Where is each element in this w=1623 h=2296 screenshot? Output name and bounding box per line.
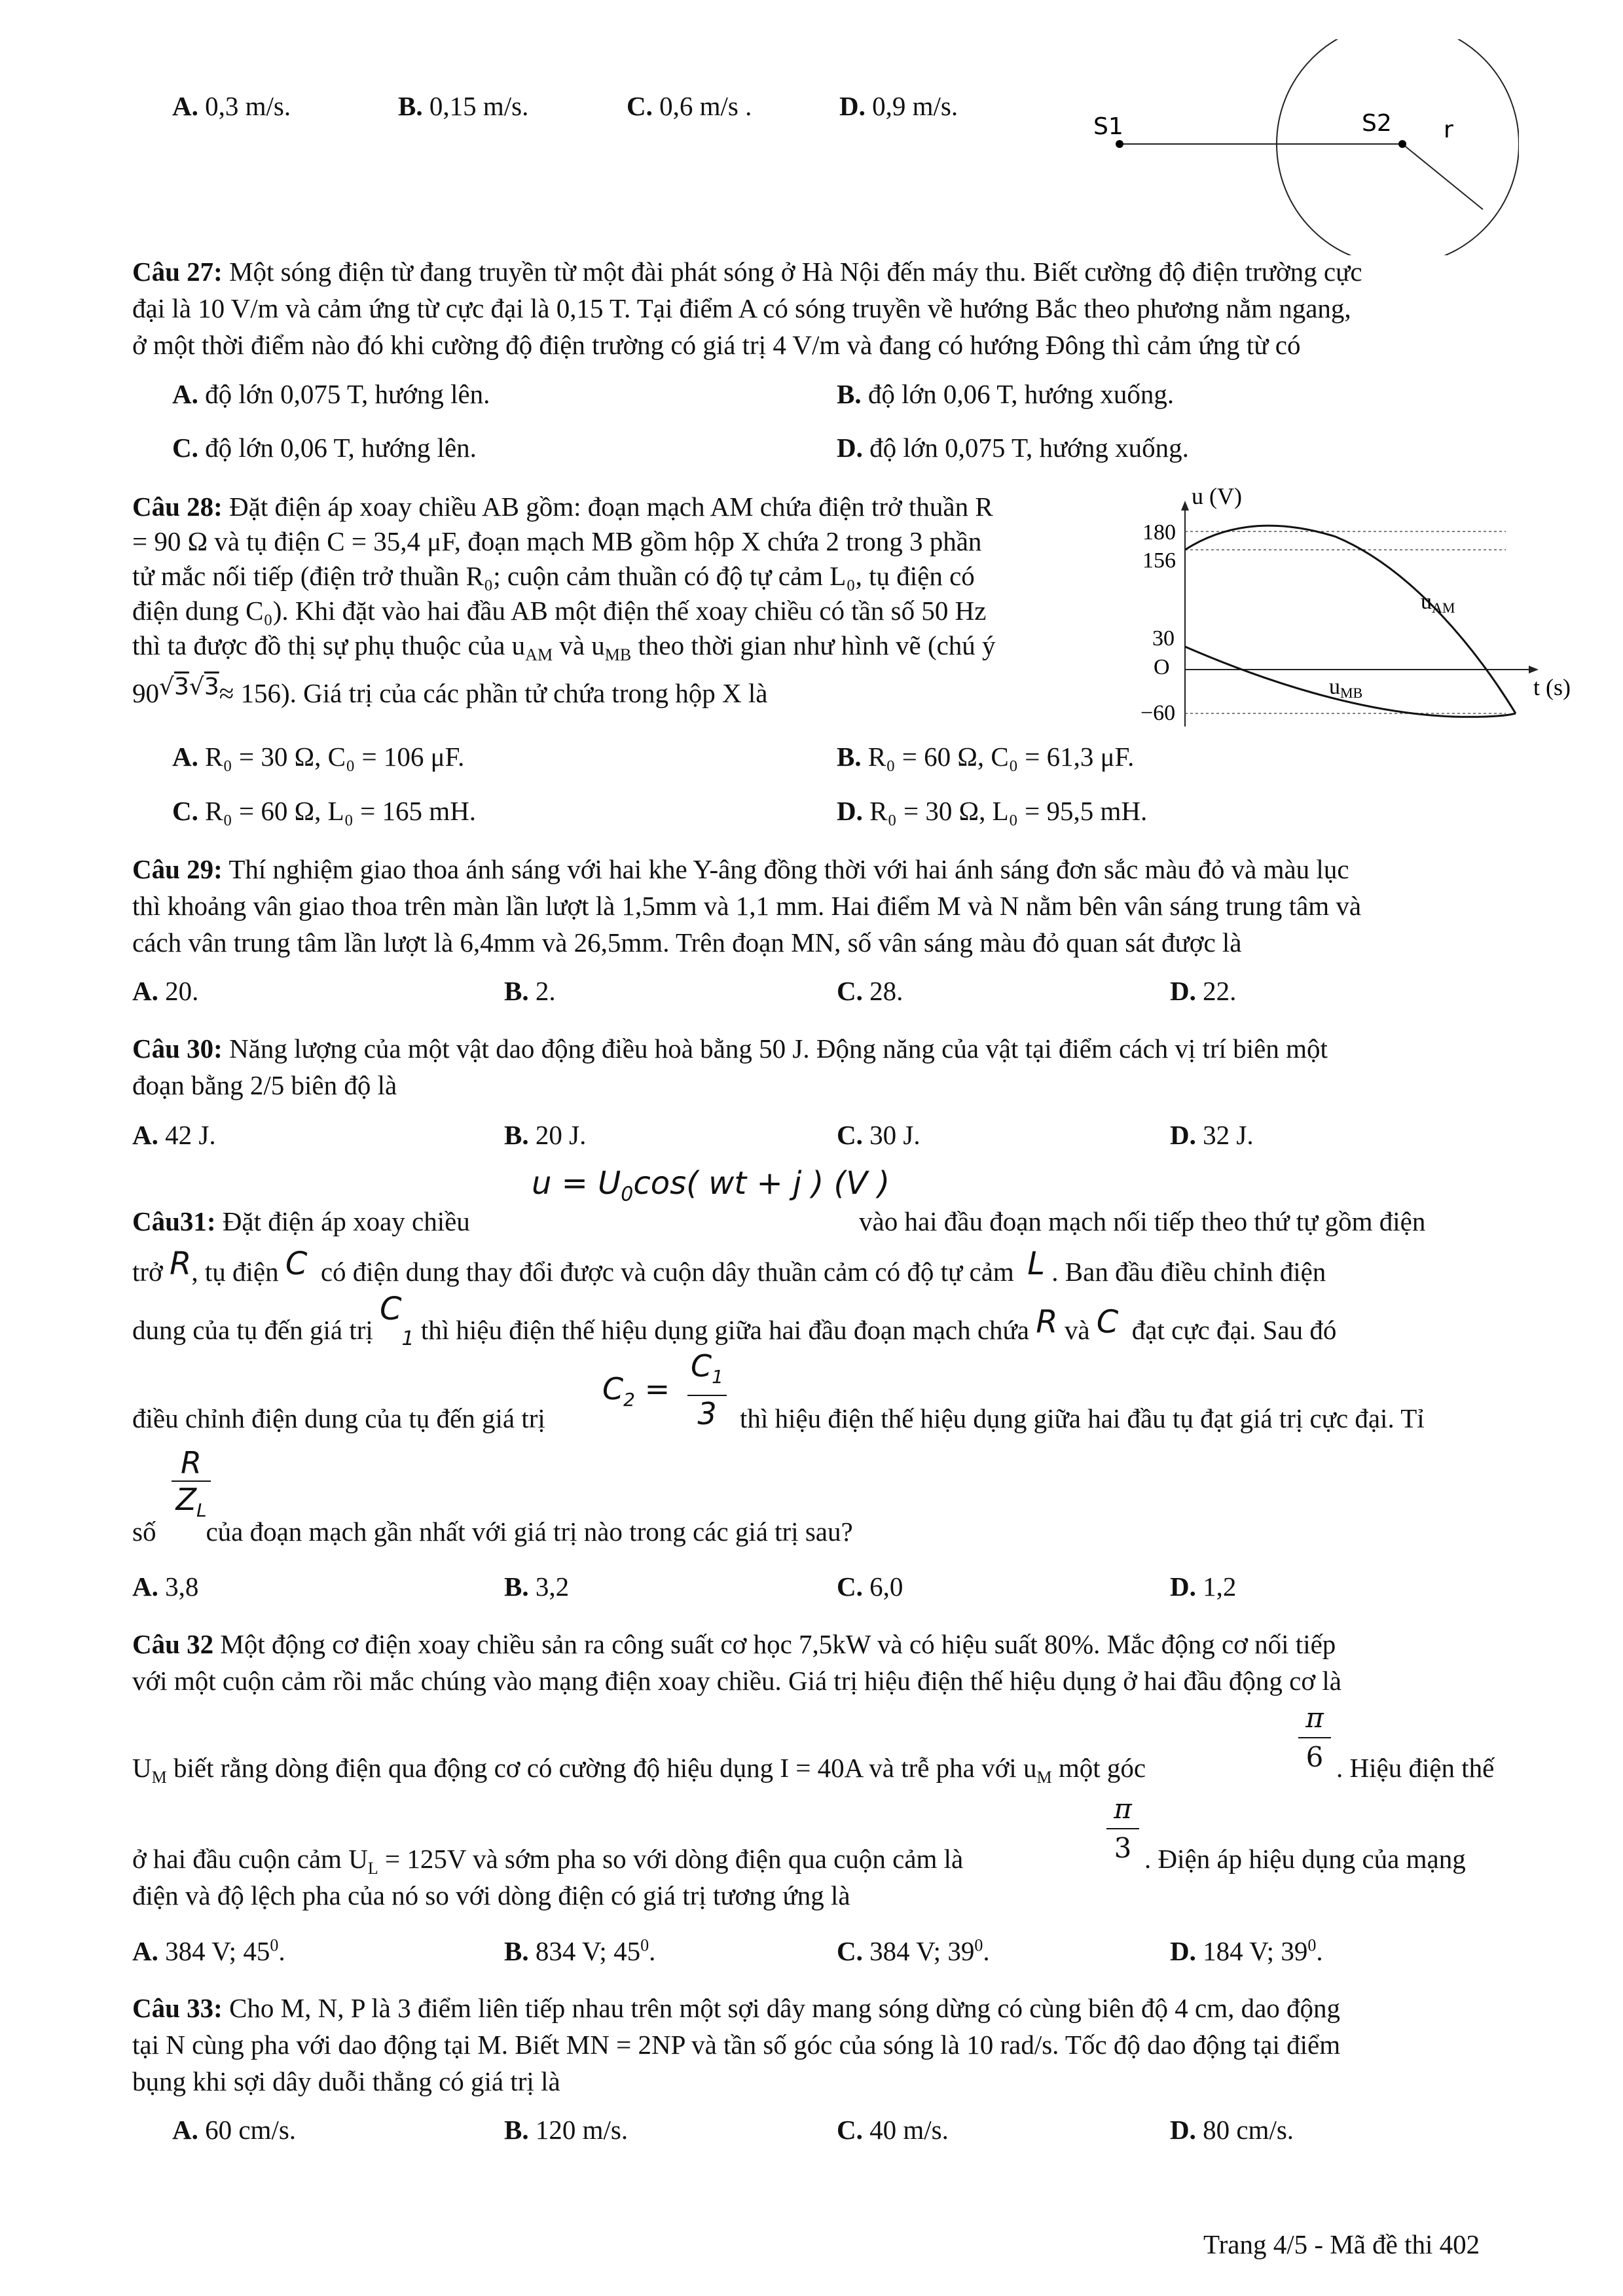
- q31-ratio: R $Z_L$: [172, 1445, 211, 1528]
- q28-label-umb: uMB: [1329, 675, 1363, 701]
- q32-stem-top: Câu 32 Một động cơ điện xoay chiều sản ra công suất cơ học 7,5kW và có hiệu suất 80%. Mắc động cơ nối tiếp với một cuộn cảm rồi mắc chúng vào mạng điện xoay chiều. Giá trị hiệu điện thế hiệu dụng ở hai đầu động cơ là: [132, 1629, 1341, 1696]
- q32-line3-end: . Hiệu điện thế: [1336, 1753, 1495, 1783]
- q28-option-c: C. R₀ = 60 Ω, L₀ = 165 mH.: [172, 796, 477, 826]
- q30-option-c: C. 30 J.: [837, 1120, 921, 1150]
- q28-option-b: B. R₀ = 60 Ω, C₀ = 61,3 μF.: [837, 742, 1135, 772]
- q28-label: Câu 28:: [132, 492, 223, 522]
- q26-label-r: r: [1444, 117, 1453, 143]
- q28-x-axis-label: t (s): [1533, 674, 1571, 700]
- q31-line5: số của đoạn mạch gần nhất với giá trị nào trong các giá trị sau?: [132, 1516, 853, 1547]
- q30-option-d: D. 32 J.: [1170, 1120, 1254, 1150]
- q28-tick-180: 180: [1142, 520, 1176, 545]
- q26-point-s1: [1116, 140, 1123, 148]
- q28-tick-30: 30: [1152, 626, 1175, 651]
- q26-circle: [1277, 39, 1519, 255]
- q29-label: Câu 29:: [132, 854, 223, 884]
- q31-line1-end: vào hai đầu đoạn mạch nối tiếp theo thứ tự gồm điện: [859, 1206, 1426, 1236]
- q27-stem: Câu 27: Một sóng điện từ đang truyền từ một đài phát sóng ở Hà Nội đến máy thu. Biết cường độ điện trường cực đại là 10 V/m và cảm ứng từ cực đại là 0,15 T. Tại điểm A có sóng truyền về hướng Bắc theo phương nằm ngang, ở một thời điểm nào đó khi cường độ điện trường có giá trị 4 V/m và đang có hướng Đông thì cảm ứng từ có: [132, 257, 1362, 360]
- q31-c2-formula: $C_2$ =: [602, 1371, 670, 1411]
- q27-label: Câu 27:: [132, 257, 223, 287]
- q26-radius-line: [1402, 144, 1483, 209]
- q32-option-a: A. 384 V; $45^0$.: [132, 1935, 285, 1966]
- q26-option-a: A. 0,3 m/s.: [172, 91, 291, 121]
- q31-option-a: A. 3,8: [132, 1571, 199, 1602]
- q28-tick-minus60: −60: [1140, 701, 1176, 725]
- q26-figure: [1061, 39, 1519, 255]
- q32-option-c: C. 384 V; $39^0$.: [837, 1935, 990, 1966]
- q31-option-c: C. 6,0: [837, 1571, 903, 1602]
- q28-stem: Câu 28: Đặt điện áp xoay chiều AB gồm: đoạn mạch AM chứa điện trở thuần R = 90 Ω và tụ điện C = 35,4 μF, đoạn mạch MB gồm hộp X chứa 2 trong 3 phần tử mắc nối tiếp (điện trở thuần R₀; cuộn cảm thuần có độ tự cảm L₀, tụ điện có điện dung C₀). Khi đặt vào hai đầu AB một điện thế xoay chiều có tần số 50 Hz thì ta được đồ thị sự phụ thuộc của $u_{AM}$ và $u_{MB}$ theo thời gian như hình vẽ (chú ý 90√3√3≈ 156). Giá trị của các phần tử chứa trong hộp X là: [132, 492, 996, 709]
- q31-line4-end: thì hiệu điện thế hiệu dụng giữa hai đầu tụ đạt giá trị cực đại. Tỉ: [740, 1403, 1425, 1433]
- q28-label-uam: uAM: [1421, 590, 1455, 616]
- q29-stem: Câu 29: Thí nghiệm giao thoa ánh sáng với hai khe Y-âng đồng thời với hai ánh sáng đơn sắc màu đỏ và màu lục thì khoảng vân giao thoa trên màn lần lượt là 1,5mm và 1,1 mm. Hai điểm M và N nằm bên vân sáng trung tâm và cách vân trung tâm lần lượt là 6,4mm và 26,5mm. Trên đoạn MN, số vân sáng màu đỏ quan sát được là: [132, 854, 1362, 958]
- q26-option-d: D. 0,9 m/s.: [839, 91, 958, 121]
- q31-option-b: B. 3,2: [504, 1571, 570, 1602]
- q26-point-s2: [1398, 140, 1406, 148]
- q31-label: Câu31:: [132, 1206, 216, 1236]
- q27-option-c: C. độ lớn 0,06 T, hướng lên.: [172, 433, 477, 463]
- q31-formula: $u = U_0\cos$( wt + j ) (V ): [532, 1165, 890, 1206]
- q31-option-d: D. 1,2: [1170, 1571, 1237, 1602]
- q28-tick-156: 156: [1142, 548, 1176, 573]
- q28-graph: [1113, 484, 1584, 733]
- q27-option-d: D. độ lớn 0,075 T, hướng xuống.: [837, 433, 1189, 463]
- q31-line4: điều chỉnh điện dung của tụ đến giá trị: [132, 1403, 545, 1433]
- q26-option-b: B. 0,15 m/s.: [398, 91, 529, 121]
- q28-option-a: A. R₀ = 30 Ω, C₀ = 106 μF.: [172, 742, 465, 772]
- page-footer: Trang 4/5 - Mã đề thi 402: [1203, 2229, 1480, 2259]
- q29-option-a: A. 20.: [132, 976, 199, 1006]
- q32-line3: $U_M$ biết rằng dòng điện qua động cơ có cường độ hiệu dụng I = 40A và trễ pha với $u_M$ một góc: [132, 1753, 1146, 1787]
- q32-label: Câu 32: [132, 1629, 214, 1659]
- q33-option-d: D. 80 cm/s.: [1170, 2115, 1294, 2145]
- q32-line4: ở hai đầu cuộn cảm $U_L = 125V$ và sớm pha so với dòng điện qua cuộn cảm là: [132, 1844, 964, 1878]
- q30-label: Câu 30:: [132, 1033, 223, 1064]
- q26-option-c: C. 0,6 m/s .: [627, 91, 752, 121]
- q29-option-b: B. 2.: [504, 976, 556, 1006]
- q32-option-d: D. 184 V; $39^0$.: [1170, 1935, 1323, 1966]
- q33-label: Câu 33:: [132, 1993, 223, 2023]
- q29-option-c: C. 28.: [837, 976, 903, 1006]
- q29-option-d: D. 22.: [1170, 976, 1237, 1006]
- q27-option-a: A. độ lớn 0,075 T, hướng lên.: [172, 379, 490, 409]
- q30-option-a: A. 42 J.: [132, 1120, 216, 1150]
- q27-option-b: B. độ lớn 0,06 T, hướng xuống.: [837, 379, 1175, 409]
- q26-label-s1: S1: [1093, 113, 1123, 140]
- q26-label-s2: S2: [1362, 110, 1392, 137]
- q31-line1: Câu31: Đặt điện áp xoay chiều: [132, 1206, 470, 1236]
- q31-line2: trở R, tụ điện C có điện dung thay đổi được và cuộn dây thuần cảm có độ tự cảm L . Ban đầu điều chỉnh điện: [132, 1246, 1326, 1287]
- q32-option-b: B. 834 V; $45^0$.: [504, 1935, 656, 1966]
- q33-stem: Câu 33: Cho M, N, P là 3 điểm liên tiếp nhau trên một sợi dây mang sóng dừng có cùng biên độ 4 cm, dao động tại N cùng pha với dao động tại M. Biết MN = 2NP và tần số góc của sóng là 10 rad/s. Tốc độ dao động tại điểm bụng khi sợi dây duỗi thẳng có giá trị là: [132, 1993, 1341, 2096]
- q32-pi6-fraction: π 6: [1298, 1699, 1331, 1776]
- q28-y-axis-label: u (V): [1192, 484, 1242, 509]
- q30-option-b: B. 20 J.: [504, 1120, 587, 1150]
- q28-option-d: D. R₀ = 30 Ω, L₀ = 95,5 mH.: [837, 796, 1148, 826]
- q31-c2-fraction: $C_1$ 3: [687, 1348, 727, 1431]
- q33-option-c: C. 40 m/s.: [837, 2115, 949, 2145]
- q28-curve-umb: [1185, 647, 1516, 717]
- q30-stem: Câu 30: Năng lượng của một vật dao động điều hoà bằng 50 J. Động năng của vật tại điểm cách vị trí biên một đoạn bằng 2/5 biên độ là: [132, 1033, 1328, 1100]
- q32-line5: điện và độ lệch pha của nó so với dòng điện có giá trị tương ứng là: [132, 1880, 850, 1910]
- q32-line4-end: . Điện áp hiệu dụng của mạng: [1144, 1844, 1466, 1874]
- q28-tick-origin: O: [1154, 655, 1170, 679]
- q33-option-b: B. 120 m/s.: [504, 2115, 629, 2145]
- q32-pi3-fraction: π 3: [1106, 1790, 1139, 1867]
- q33-option-a: A. 60 cm/s.: [172, 2115, 297, 2145]
- q31-line3: dung của tụ đến giá trị $C_1$ thì hiệu điện thế hiệu dụng giữa hai đầu đoạn mạch chứa R và C đạt cực đại. Sau đó: [132, 1291, 1337, 1351]
